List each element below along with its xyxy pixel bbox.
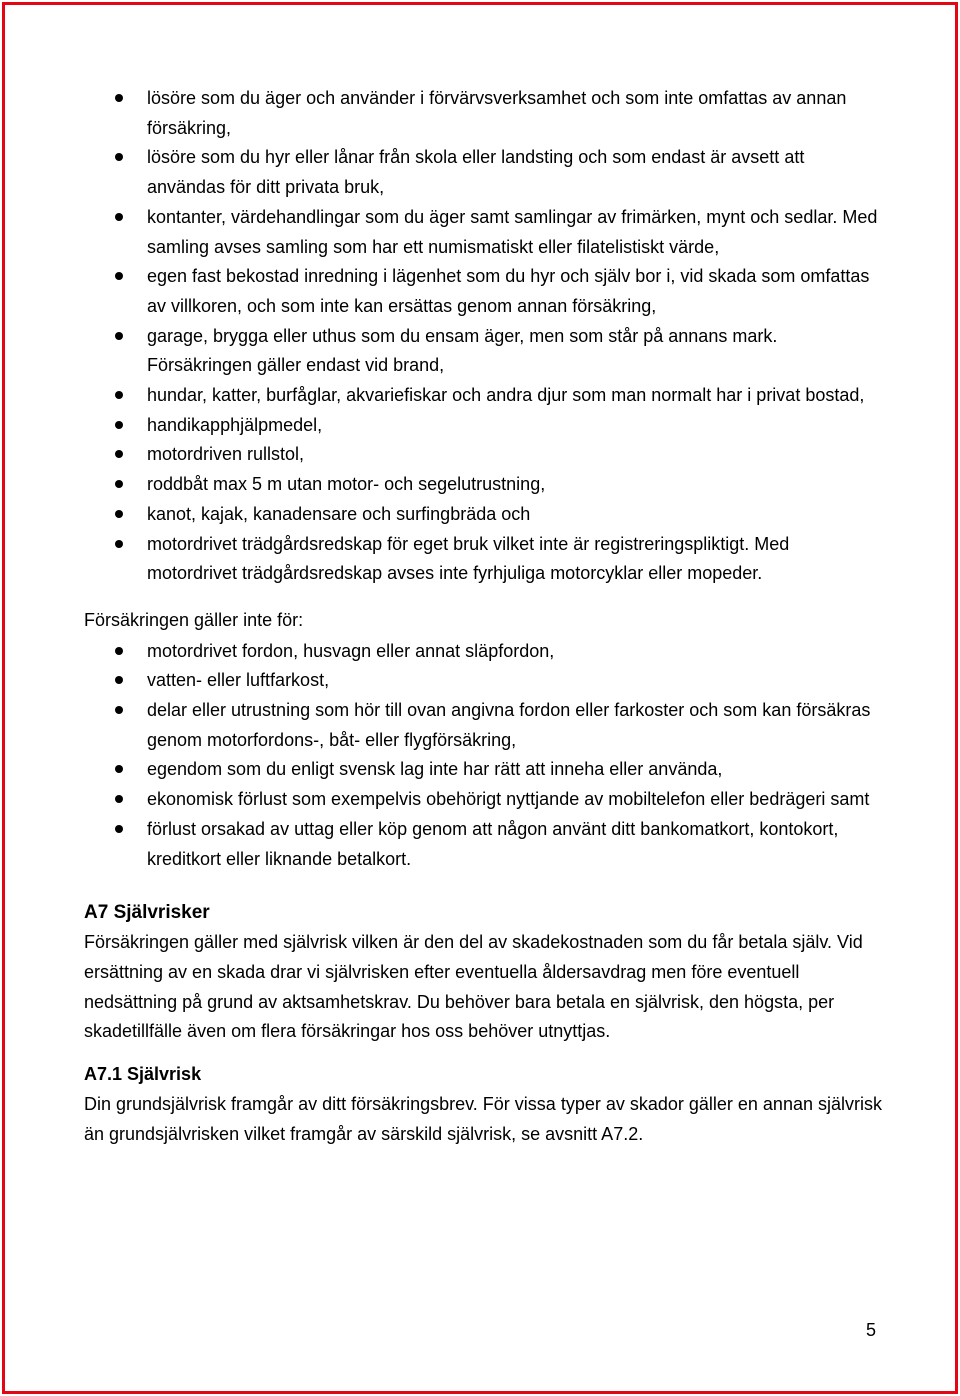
bullet-icon [115,421,123,429]
list-item [84,500,884,530]
list-item [84,411,884,441]
list-item [84,666,884,696]
list-item [84,203,884,262]
list-item-text: hundar, katter, burfåglar, akvariefiskar och andra djur som man normalt har i privat bostad, [147,385,865,406]
bullet-icon [115,153,123,161]
bullet-icon [115,676,123,684]
list-item-text: ekonomisk förlust som exempelvis obehörigt nyttjande av mobiltelefon eller bedrägeri samt [147,789,870,810]
list-item [84,470,884,500]
bullet-icon [115,647,123,655]
list-item-text: motordrivet fordon, husvagn eller annat släpfordon, [147,640,555,661]
list-item [84,755,884,785]
bullet-icon [115,540,123,548]
page-number: 5 [865,1320,876,1340]
list-item [84,530,884,589]
list-item-text: egendom som du enligt svensk lag inte har rätt att inneha eller använda, [147,759,723,780]
list-item-text: garage, brygga eller uthus som du ensam äger, men som står på annans mark. [147,325,778,346]
list-item [84,84,884,143]
list-item-text: kanot, kajak, kanadensare och surfingbräda och [147,503,531,524]
list-item-note: Med motordrivet trädgårdsredskap avses inte fyrhjuliga motorcyklar eller mopeder. [147,533,790,584]
covered-items-list [84,84,884,589]
list-item-text: lösöre som du äger och använder i förvärvsverksamhet och som inte omfattas av annan försäkring, [147,88,847,138]
list-item [84,322,884,381]
list-item [84,143,884,202]
bullet-icon [115,706,123,714]
list-item [84,381,884,411]
bullet-icon [115,795,123,803]
bullet-icon [115,450,123,458]
list-item [84,440,884,470]
section-heading-a7-1: A7.1 Självrisk [84,1064,202,1085]
list-item-text: motordrivet trädgårdsredskap för eget bruk vilket inte är registreringspliktigt. [147,533,750,554]
list-item-text: roddbåt max 5 m utan motor- och segelutrustning, [147,474,546,495]
list-item-text: lösöre som du hyr eller lånar från skola eller landsting och som endast är avsett att användas för ditt privata bruk, [147,147,805,198]
list-item-text: delar eller utrustning som hör till ovan angivna fordon eller farkoster och som kan försäkras genom motorfordons-, båt- eller flygförsäkring, [147,700,871,750]
list-item [84,785,884,815]
bullet-icon [115,332,123,340]
bullet-icon [115,765,123,773]
bullet-icon [115,510,123,518]
list-item-text: förlust orsakad av uttag eller köp genom att någon använt ditt bankomatkort, kontokort, kreditkort eller liknande betalkort. [147,818,839,869]
bullet-icon [115,391,123,399]
list-item-note: Försäkringen gäller endast vid brand, [147,355,445,376]
list-item-note: Med samling avses samling som har ett numismatiskt eller filatelistiskt värde, [147,206,878,257]
list-item [84,637,884,667]
bullet-icon [115,480,123,488]
excluded-items-list [84,637,884,875]
list-item-text: vatten- eller luftfarkost, [147,670,330,691]
list-item-text: handikapphjälpmedel, [147,414,323,435]
section-a7-paragraph: Försäkringen gäller med självrisk vilken är den del av skadekostnaden som du får betala själv. Vid ersättning av en skada drar vi självrisken efter eventuella åldersavdrag men före eventuell nedsättning på grund av aktsamhetskrav. Du behöver bara betala en självrisk, den högsta, per skadetillfälle även om flera försäkringar hos oss behöver utnyttjas. [84,932,863,1042]
bullet-icon [115,94,123,102]
list-item [84,815,884,874]
list-item-text: egen fast bekostad inredning i lägenhet som du hyr och själv bor i, vid skada som omfattas av villkoren, och som inte kan ersättas genom annan försäkring, [147,266,870,316]
list-item-text: motordriven rullstol, [147,444,305,465]
document-body [84,84,884,1149]
section-heading-a7: A7 Självrisker [84,902,210,924]
bullet-icon [115,825,123,833]
list-item-text: kontanter, värdehandlingar som du äger samt samlingar av frimärken, mynt och sedlar. [147,206,838,227]
list-item [84,262,884,321]
bullet-icon [115,213,123,221]
list-item [84,696,884,755]
section-a7-1-paragraph: Din grundsjälvrisk framgår av ditt försäkringsbrev. För vissa typer av skador gäller en annan självrisk än grundsjälvrisken vilket framgår av särskild självrisk, se avsnitt A7.2. [84,1093,882,1144]
exclusions-intro: Försäkringen gäller inte för: [84,609,304,630]
bullet-icon [115,272,123,280]
